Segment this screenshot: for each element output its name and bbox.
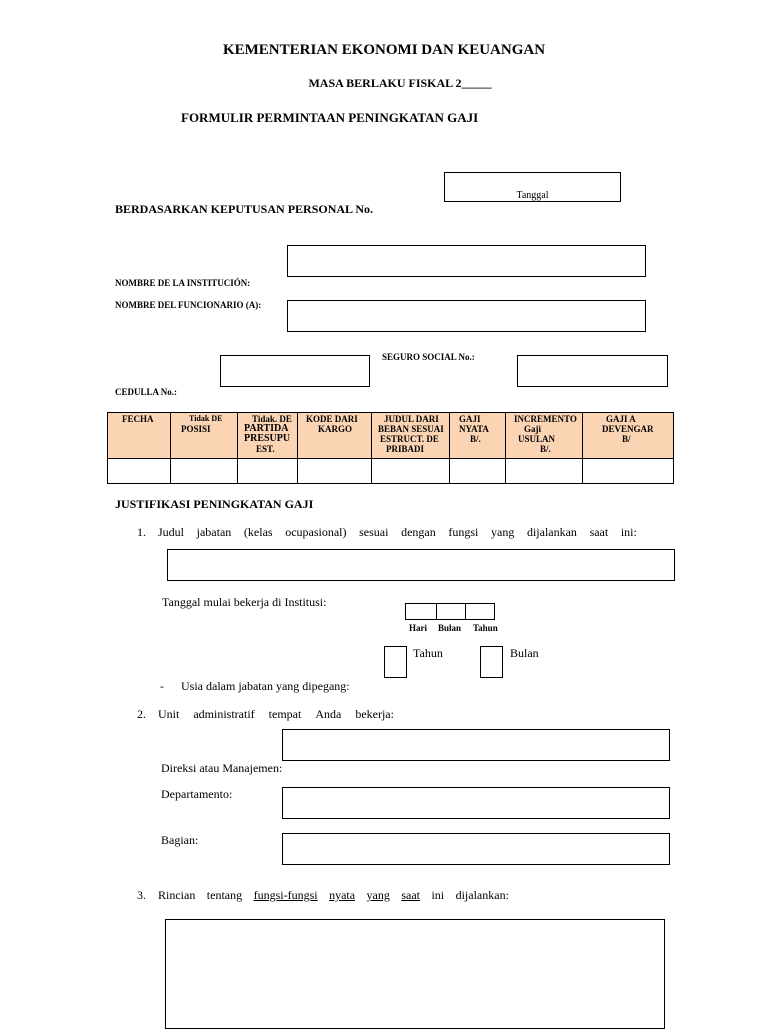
col-date — [108, 413, 171, 459]
salary-table — [107, 412, 674, 484]
cell-title[interactable] — [372, 459, 450, 484]
cell-budget-item[interactable] — [238, 459, 298, 484]
col-earned-salary-line-3: B/ — [622, 434, 631, 444]
item1-word: ocupasional) — [285, 525, 347, 539]
col-increment-line-3: USULAN — [518, 434, 556, 444]
direction-label: Direksi atau Manajemen: — [161, 761, 283, 775]
salary-table-header — [108, 413, 674, 459]
start-year-box[interactable] — [465, 603, 495, 620]
col-position — [171, 413, 238, 459]
cell-actual-salary[interactable] — [450, 459, 506, 484]
item3-number: 3. — [137, 888, 146, 902]
item1-word: Judul — [158, 525, 185, 539]
item2-word: Anda — [315, 707, 342, 721]
id-card-input[interactable] — [220, 355, 370, 387]
col-title-line-4: PRIBADI — [386, 444, 425, 454]
date-label: Tanggal — [516, 190, 549, 201]
start-month-box[interactable] — [436, 603, 466, 620]
item1-word: dijalankan — [526, 525, 577, 539]
institution-input[interactable] — [287, 245, 646, 277]
item2-word: bekerja: — [355, 707, 394, 721]
col-increment-text — [506, 413, 582, 454]
age-bullet: - — [160, 679, 164, 693]
justification-title: JUSTIFIKASI PENINGKATAN GAJI — [115, 497, 314, 511]
fiscal-period: MASA BERLAKU FISKAL 2_____ — [308, 76, 492, 90]
item2-word: Unit — [158, 707, 180, 721]
col-date-text — [108, 413, 170, 424]
functions-textarea[interactable] — [165, 919, 665, 1029]
col-budget-item-line-2: PARTIDA — [244, 423, 289, 434]
form-title: FORMULIR PERMINTAAN PENINGKATAN GAJI — [181, 110, 479, 125]
col-earned-salary-line-1: GAJI A — [606, 414, 636, 424]
item1-word: sesuai — [359, 525, 389, 539]
col-actual-salary-line-2: NYATA — [459, 424, 489, 434]
col-position-text — [171, 413, 237, 434]
date-box[interactable] — [444, 172, 621, 202]
col-cargo-code-line-2: KARGO — [318, 424, 353, 434]
cell-cargo-code[interactable] — [298, 459, 372, 484]
job-title-input[interactable] — [167, 549, 675, 581]
id-card-label: CEDULLA No.: — [115, 387, 178, 397]
item3-word: fungsi-fungsi — [253, 888, 318, 902]
item1-word: fungsi — [448, 525, 479, 539]
ministry-title: KEMENTERIAN EKONOMI DAN KEUANGAN — [222, 42, 546, 58]
col-budget-item — [238, 413, 298, 459]
item3-word: nyata — [329, 888, 356, 902]
col-budget-item-line-3: PRESUPU — [244, 433, 291, 444]
item3-word: dijalankan: — [455, 888, 509, 902]
col-title — [372, 413, 450, 459]
col-increment-line-1: INCREMENTO — [514, 414, 577, 424]
years-label: Tahun — [413, 646, 443, 660]
item2-word: administratif — [193, 707, 255, 721]
item1-word: (kelas — [243, 525, 273, 539]
age-label: Usia dalam jabatan yang dipegang: — [181, 679, 350, 693]
col-budget-item-text — [238, 413, 297, 454]
cell-position[interactable] — [171, 459, 238, 484]
year-caption: Tahun — [473, 623, 498, 633]
col-position-line-1: Tidak DE — [189, 414, 223, 423]
col-title-line-1: JUDUL DARI — [384, 414, 439, 424]
start-date-label: Tanggal mulai bekerja di Institusi: — [162, 595, 327, 609]
institution-label: NOMBRE DE LA INSTITUCIÓN: — [115, 278, 251, 288]
employee-name-label: NOMBRE DEL FUNCIONARIO (A): — [115, 300, 262, 310]
col-cargo-code — [298, 413, 372, 459]
item3-word: saat — [401, 888, 420, 902]
col-earned-salary — [583, 413, 674, 459]
item2-question — [158, 707, 394, 722]
col-increment-line-2: Gaji — [524, 424, 541, 434]
months-box[interactable] — [480, 646, 503, 678]
col-date-line-1: FECHA — [122, 414, 154, 424]
col-title-line-2: BEBAN SESUAI — [378, 424, 444, 434]
cell-earned-salary[interactable] — [583, 459, 674, 484]
social-security-input[interactable] — [517, 355, 668, 387]
col-cargo-code-text — [298, 413, 371, 434]
item1-word: dengan — [401, 525, 436, 539]
col-cargo-code-line-1: KODE DARI — [306, 414, 358, 424]
col-actual-salary-line-3: B/. — [470, 434, 481, 444]
col-budget-item-line-4: EST. — [256, 444, 275, 454]
item2-number: 2. — [137, 707, 146, 721]
month-caption: Bulan — [438, 623, 462, 633]
item3-word: tentang — [206, 888, 243, 902]
item1-question — [158, 525, 637, 540]
col-position-line-2: POSISI — [181, 424, 211, 434]
item3-question — [158, 888, 509, 903]
item3-word: ini — [431, 888, 445, 902]
department-input[interactable] — [282, 787, 670, 819]
item1-word: jabatan — [196, 525, 232, 539]
cell-increment[interactable] — [506, 459, 583, 484]
item1-word: ini: — [620, 525, 637, 539]
section-label: Bagian: — [161, 833, 199, 847]
col-title-text — [372, 413, 449, 454]
section-input[interactable] — [282, 833, 670, 865]
col-actual-salary-text — [450, 413, 505, 444]
cell-date[interactable] — [108, 459, 171, 484]
item3-word: yang — [366, 888, 390, 902]
col-increment — [506, 413, 583, 459]
col-earned-salary-text — [583, 413, 673, 444]
item1-word: yang — [491, 525, 515, 539]
item2-word: tempat — [268, 707, 302, 721]
col-increment-line-4: B/. — [540, 444, 551, 454]
col-title-line-3: ESTRUCT. DE — [380, 434, 439, 444]
months-label: Bulan — [510, 646, 539, 660]
employee-name-input[interactable] — [287, 300, 646, 332]
salary-table-row — [108, 459, 674, 484]
item1-word: saat — [589, 525, 609, 539]
administrative-unit-input[interactable] — [282, 729, 670, 761]
item1-number: 1. — [137, 525, 146, 539]
item3-word: Rincian — [158, 888, 196, 902]
social-security-label: SEGURO SOCIAL No.: — [382, 352, 475, 362]
col-actual-salary — [450, 413, 506, 459]
day-caption: Hari — [409, 623, 427, 633]
col-actual-salary-line-1: GAJI — [459, 414, 481, 424]
start-day-box[interactable] — [405, 603, 437, 620]
col-budget-item-line-1: Tidak. DE — [252, 414, 292, 424]
department-label: Departamento: — [161, 787, 233, 801]
years-box[interactable] — [384, 646, 407, 678]
personnel-decision-label: BERDASARKAN KEPUTUSAN PERSONAL No. — [115, 202, 374, 216]
col-earned-salary-line-2: DEVENGAR — [602, 424, 654, 434]
